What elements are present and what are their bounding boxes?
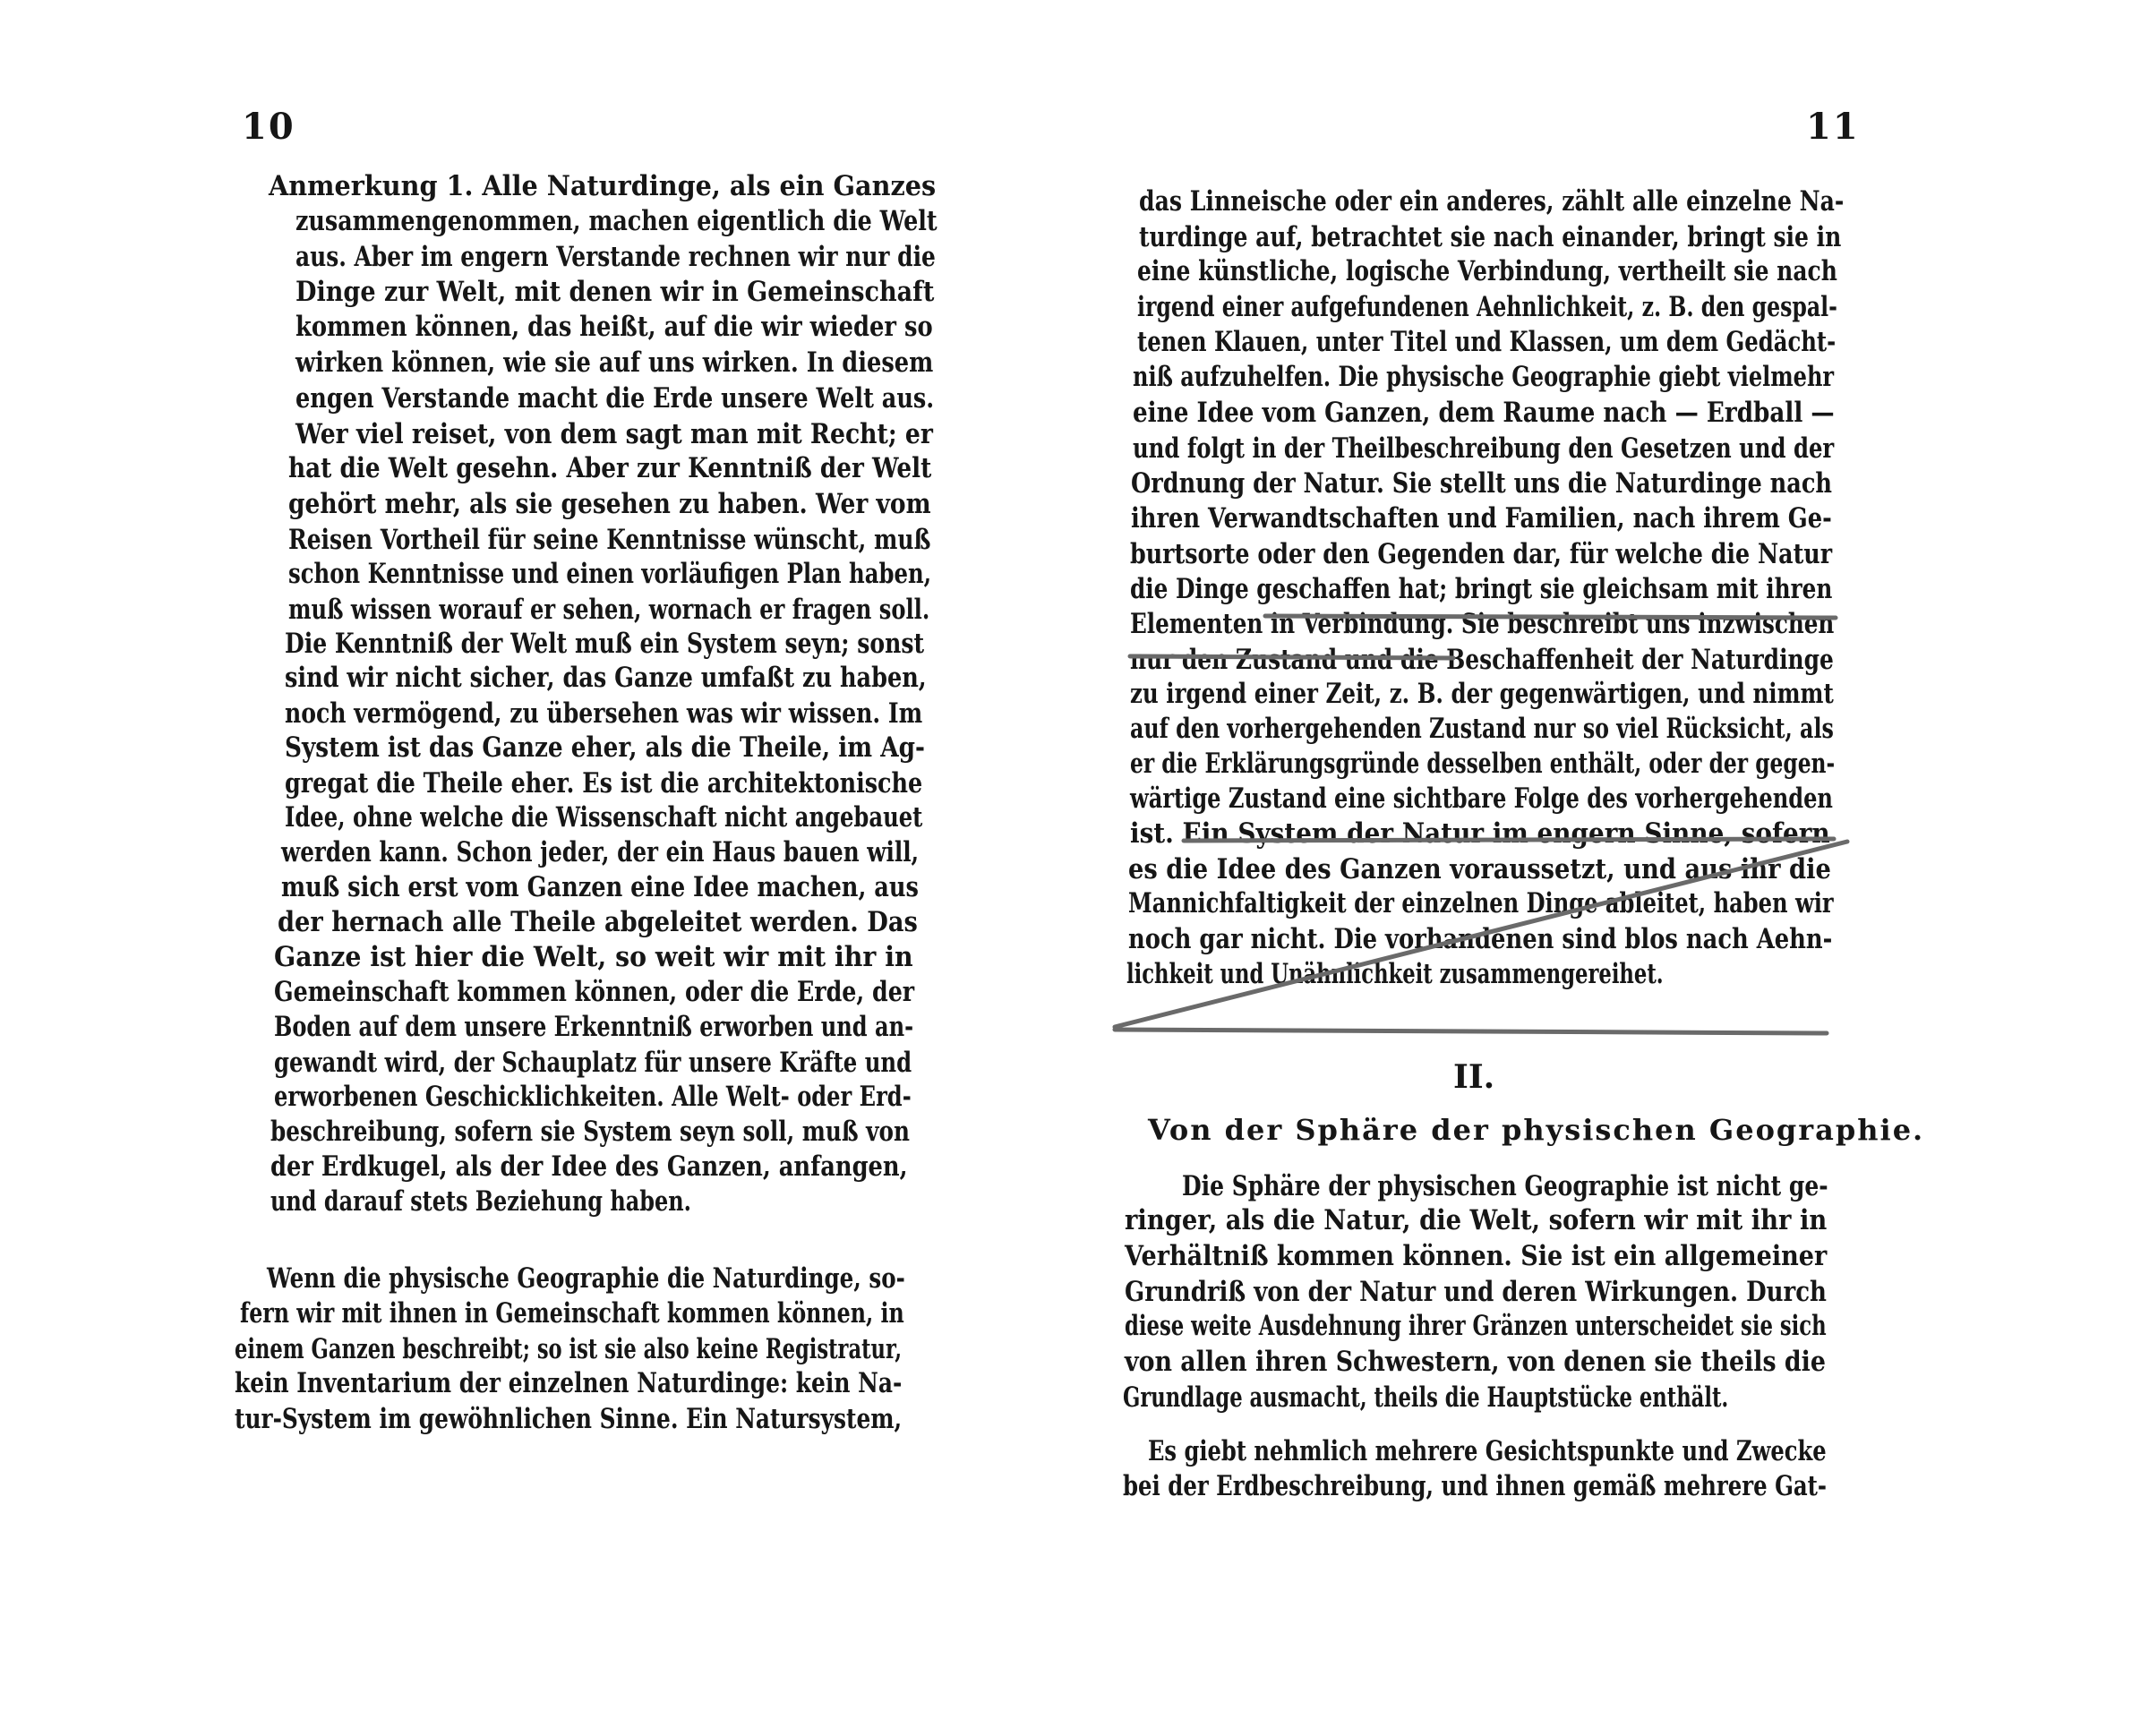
text-line: beschreibung, sofern sie System seyn soll, muß von [270, 1116, 910, 1148]
section-title: Von der Sphäre der physischen Geographie. [1148, 1113, 1925, 1147]
text-line: ringer, als die Natur, die Welt, sofern wir mit ihr in [1125, 1204, 1828, 1236]
text-line: Wenn die physische Geographie die Naturdinge, so- [267, 1262, 905, 1295]
text-line: diese weite Ausdehnung ihrer Gränzen unterscheidet sie sich [1125, 1310, 1827, 1342]
text-line: zusammengenommen, machen eigentlich die Welt [295, 205, 938, 237]
text-line: muß wissen worauf er sehen, wornach er fragen soll. [288, 594, 930, 626]
text-line: niß aufzuhelfen. Die physische Geographie giebt vielmehr [1133, 361, 1835, 393]
text-line: System ist das Ganze eher, als die Theile, im Ag- [285, 731, 925, 764]
page-number-left: 10 [242, 106, 295, 148]
text-line: Mannichfaltigkeit der einzelnen Dinge ableitet, haben wir [1128, 887, 1834, 919]
text-line: Es giebt nehmlich mehrere Gesichtspunkte und Zwecke [1148, 1435, 1827, 1467]
text-line: bei der Erdbeschreibung, und ihnen gemäß mehrere Gat- [1123, 1470, 1828, 1502]
page-number-right: 11 [1806, 106, 1860, 148]
text-line: noch gar nicht. Die vorhandenen sind blos nach Aehn- [1128, 923, 1833, 955]
text-line: ihren Verwandtschaften und Familien, nach ihrem Ge- [1131, 502, 1832, 534]
text-line: gregat die Theile eher. Es ist die architektonische [285, 767, 923, 800]
text-line: wirken können, wie sie auf uns wirken. In diesem [295, 346, 934, 379]
text-line: Dinge zur Welt, mit denen wir in Gemeinschaft [295, 276, 935, 308]
text-line: und darauf stets Beziehung haben. [270, 1185, 691, 1218]
text-line: schon Kenntnisse und einen vorläufigen Plan haben, [288, 558, 932, 590]
text-line: das Linneische oder ein anderes, zählt alle einzelne Na- [1139, 185, 1845, 218]
section-number: II. [1453, 1058, 1495, 1096]
text-line: Idee, ohne welche die Wissenschaft nicht angebauet [285, 801, 923, 834]
text-line: Grundlage ausmacht, theils die Hauptstücke enthält. [1123, 1381, 1729, 1414]
text-line: sind wir nicht sicher, das Ganze umfaßt zu haben, [285, 662, 927, 694]
text-line: Grundriß von der Natur und deren Wirkungen. Durch [1125, 1276, 1827, 1308]
text-line: Reisen Vortheil für seine Kenntnisse wünscht, muß [288, 524, 931, 556]
text-line: werden kann. Schon jeder, der ein Haus bauen will, [281, 836, 920, 868]
text-line: zu irgend einer Zeit, z. B. der gegenwärtigen, und nimmt [1130, 678, 1834, 710]
text-line: fern wir mit ihnen in Gemeinschaft kommen können, in [240, 1297, 904, 1330]
text-line: tur-System im gewöhnlichen Sinne. Ein Natursystem, [235, 1403, 903, 1435]
underline-mark [1115, 1030, 1827, 1033]
text-line: ist. Ein System der Natur im engern Sinne, sofern [1130, 817, 1830, 850]
text-line: turdinge auf, betrachtet sie nach einander, bringt sie in [1139, 221, 1842, 253]
text-line: eine künstliche, logische Verbindung, vertheilt sie nach [1137, 255, 1837, 287]
text-line: irgend einer aufgefundenen Aehnlichkeit, z. B. den gespal- [1137, 291, 1837, 323]
text-line: erworbenen Geschicklichkeiten. Alle Welt- oder Erd- [274, 1081, 912, 1113]
text-line: die Dinge geschaffen hat; bringt sie gleichsam mit ihren [1130, 573, 1833, 605]
text-line: Boden auf dem unsere Erkenntniß erworben und an- [274, 1011, 914, 1043]
text-line: nur den Zustand und die Beschaffenheit der Naturdinge [1130, 644, 1834, 676]
text-line: Ganze ist hier die Welt, so weit wir mit ihr in [274, 941, 913, 973]
text-line: von allen ihren Schwestern, von denen sie theils die [1125, 1346, 1826, 1378]
text-line: der Erdkugel, als der Idee des Ganzen, anfangen, [270, 1150, 908, 1183]
text-line: er die Erklärungsgründe desselben enthält, oder der gegen- [1130, 748, 1836, 780]
text-line: tenen Klauen, unter Titel und Klassen, um dem Gedächt- [1137, 326, 1837, 358]
text-line: Anmerkung 1. Alle Naturdinge, als ein Ganzes [269, 170, 937, 202]
text-line: und folgt in der Theilbeschreibung den Gesetzen und der [1133, 432, 1835, 465]
text-line: einem Ganzen beschreibt; so ist sie also keine Registratur, [235, 1333, 903, 1365]
text-line: Die Kenntniß der Welt muß ein System seyn; sonst [285, 628, 925, 660]
text-line: lichkeit und Unähnlichkeit zusammengereihet. [1126, 958, 1664, 990]
text-line: wärtige Zustand eine sichtbare Folge des vorhergehenden [1130, 782, 1833, 815]
text-line: Ordnung der Natur. Sie stellt uns die Naturdinge nach [1131, 467, 1832, 500]
text-line: eine Idee vom Ganzen, dem Raume nach — Erdball — [1133, 397, 1835, 429]
text-line: Verhältniß kommen können. Sie ist ein allgemeiner [1125, 1240, 1828, 1272]
text-line: gehört mehr, als sie gesehen zu haben. Wer vom [288, 488, 931, 520]
text-line: engen Verstande macht die Erde unsere Welt aus. [295, 382, 935, 415]
text-line: gewandt wird, der Schauplatz für unsere Kräfte und [274, 1047, 912, 1079]
text-line: es die Idee des Ganzen voraussetzt, und aus ihr die [1128, 853, 1831, 885]
text-line: Elementen in Verbindung. Sie beschreibt uns inzwischen [1130, 608, 1835, 640]
text-line: burtsorte oder den Gegenden dar, für welche die Natur [1130, 538, 1833, 570]
text-line: Wer viel reiset, von dem sagt man mit Recht; er [295, 418, 933, 450]
text-line: hat die Welt gesehn. Aber zur Kenntniß der Welt [288, 452, 932, 484]
text-line: noch vermögend, zu übersehen was wir wissen. Im [285, 697, 923, 730]
text-line: aus. Aber im engern Verstande rechnen wir nur die [295, 241, 936, 273]
text-line: Die Sphäre der physischen Geographie ist nicht ge- [1182, 1170, 1828, 1202]
text-line: Gemeinschaft kommen können, oder die Erde, der [274, 976, 915, 1008]
text-line: auf den vorhergehenden Zustand nur so viel Rücksicht, als [1130, 713, 1834, 745]
text-line: kein Inventarium der einzelnen Naturdinge: kein Na- [235, 1367, 903, 1399]
text-line: der hernach alle Theile abgeleitet werden. Das [278, 906, 918, 938]
text-line: muß sich erst vom Ganzen eine Idee machen, aus [281, 871, 919, 903]
text-line: kommen können, das heißt, auf die wir wieder so [295, 311, 933, 343]
